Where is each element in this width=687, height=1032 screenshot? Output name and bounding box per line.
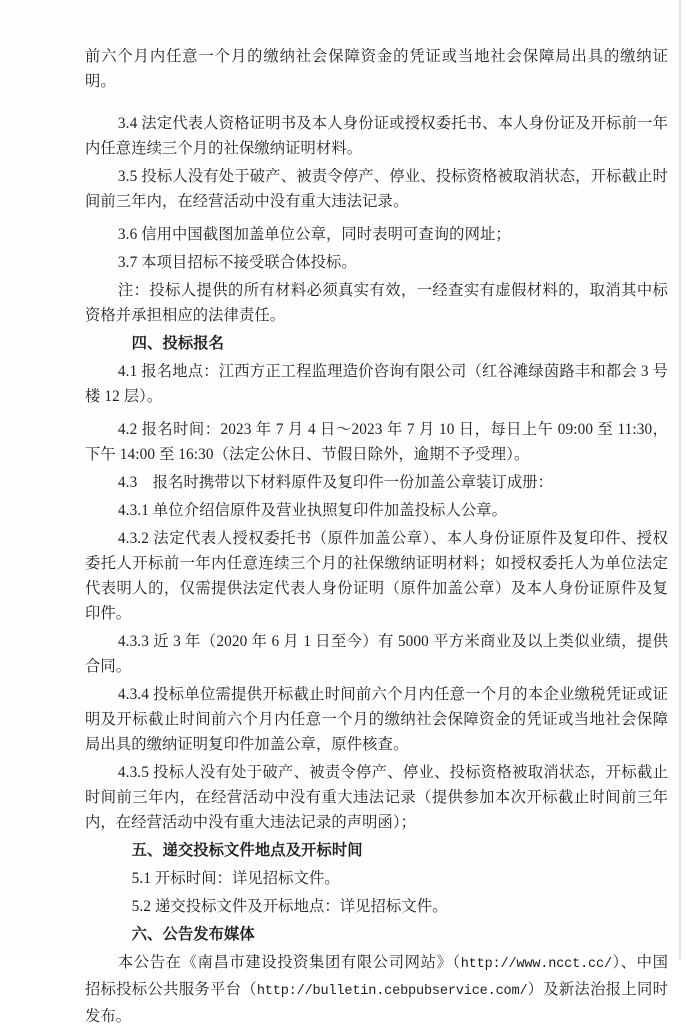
para-5-1 <box>85 866 668 891</box>
paragraph-text: ）及新法治报上同时发布。 <box>85 981 668 1025</box>
paragraph-text: 四、投标报名 <box>131 335 225 352</box>
para-4-3-1 <box>85 498 668 523</box>
paragraph-text: 4.1 报名地点：江西方正工程监理造价咨询有限公司（红谷滩绿茵路丰和都会 3 号楼 12 层）。 <box>85 363 668 405</box>
paragraph-text: 本公告在《南昌市建设投资集团有限公司网站》（ <box>117 954 461 971</box>
paragraph-text: 4.3 报名时携带以下材料原件及复印件一份加盖公章装订成册： <box>117 474 554 491</box>
para-4-3-4 <box>85 682 668 757</box>
paragraph-text: 4.2 报名时间：2023 年 7 月 4 日～2023 年 7 月 10 日，每日上午 09:00 至 11:30，下午 14:00 至 16:30（法定公休日、节假日除外，逾期不予受理）。 <box>85 421 668 463</box>
para-4-3 <box>85 470 668 495</box>
paragraph-text: 4.3.1 单位介绍信原件及营业执照复印件加盖投标人公章。 <box>117 502 508 519</box>
para-3-6 <box>85 222 668 247</box>
para-5-2 <box>85 894 668 919</box>
paragraph-text: 3.7 本项目招标不接受联合体投标。 <box>117 254 357 271</box>
paragraph-text: ）、中国招标投标公共服务平台（ <box>85 954 668 998</box>
para-3-4 <box>85 111 668 161</box>
para-3-5 <box>85 164 668 214</box>
para-4-2 <box>85 417 668 467</box>
paragraph-text: 六、公告发布媒体 <box>131 926 255 943</box>
para-3-3-continuation <box>85 44 668 94</box>
paragraph-text: 3.4 法定代表人资格证明书及本人身份证或授权委托书、本人身份证及开标前一年内任意连续三个月的社保缴纳证明材料。 <box>85 115 668 157</box>
url-text: http://www.ncct.cc/ <box>460 957 612 972</box>
paragraph-text: 五、递交投标文件地点及开标时间 <box>131 842 363 859</box>
heading-section-5 <box>85 838 668 863</box>
para-4-3-2 <box>85 526 668 626</box>
paragraph-text: 4.3.4 投标单位需提供开标截止时间前六个月内任意一个月的本企业缴税凭证或证明及开标截止时间前六个月内任意一个月的缴纳社会保障资金的凭证或当地社会保障局出具的缴纳证明复印件加盖公章，原件核查。 <box>85 686 668 753</box>
paragraph-text: 3.6 信用中国截图加盖单位公章，同时表明可查询的网址； <box>117 226 511 243</box>
document-body <box>85 44 668 1032</box>
paragraph-text: 注：投标人提供的所有材料必须真实有效，一经查实有虚假材料的，取消其中标资格并承担相应的法律责任。 <box>85 282 668 324</box>
para-4-3-5 <box>85 760 668 835</box>
paragraph-text: 5.1 开标时间：详见招标文件。 <box>131 870 340 887</box>
paragraph-text: 前六个月内任意一个月的缴纳社会保障资金的凭证或当地社会保障局出具的缴纳证明。 <box>85 48 668 90</box>
heading-section-6 <box>85 922 668 947</box>
para-publication <box>85 950 668 1029</box>
para-3-7 <box>85 250 668 275</box>
para-note <box>85 278 668 328</box>
scan-artifact-line <box>679 0 681 959</box>
para-4-3-3 <box>85 629 668 679</box>
paragraph-text: 3.5 投标人没有处于破产、被责令停产、停业、投标资格被取消状态，开标截止时间前三年内，在经营活动中没有重大违法记录。 <box>85 168 668 210</box>
paragraph-text: 4.3.3 近 3 年（2020 年 6 月 1 日至今）有 5000 平方米商业及以上类似业绩，提供合同。 <box>85 633 668 675</box>
paragraph-text: 4.3.5 投标人没有处于破产、被责令停产、停业、投标资格被取消状态，开标截止时间前三年内，在经营活动中没有重大违法记录（提供参加本次开标截止时间前三年内，在经营活动中没有重大违法记录的声明函）； <box>85 764 668 831</box>
url-text: http://bulletin.cebpubservice.com/ <box>256 984 528 999</box>
heading-section-4 <box>85 331 668 356</box>
para-4-1 <box>85 359 668 409</box>
paragraph-text: 5.2 递交投标文件及开标地点：详见招标文件。 <box>131 898 448 915</box>
paragraph-text: 4.3.2 法定代表人授权委托书（原件加盖公章）、本人身份证原件及复印件、授权委托人开标前一年内任意连续三个月的社保缴纳证明材料；如授权委托人为单位法定代表明人的，仅需提供法定代表人身份证明（原件加盖公章）及本人身份证原件及复印件。 <box>85 530 668 622</box>
